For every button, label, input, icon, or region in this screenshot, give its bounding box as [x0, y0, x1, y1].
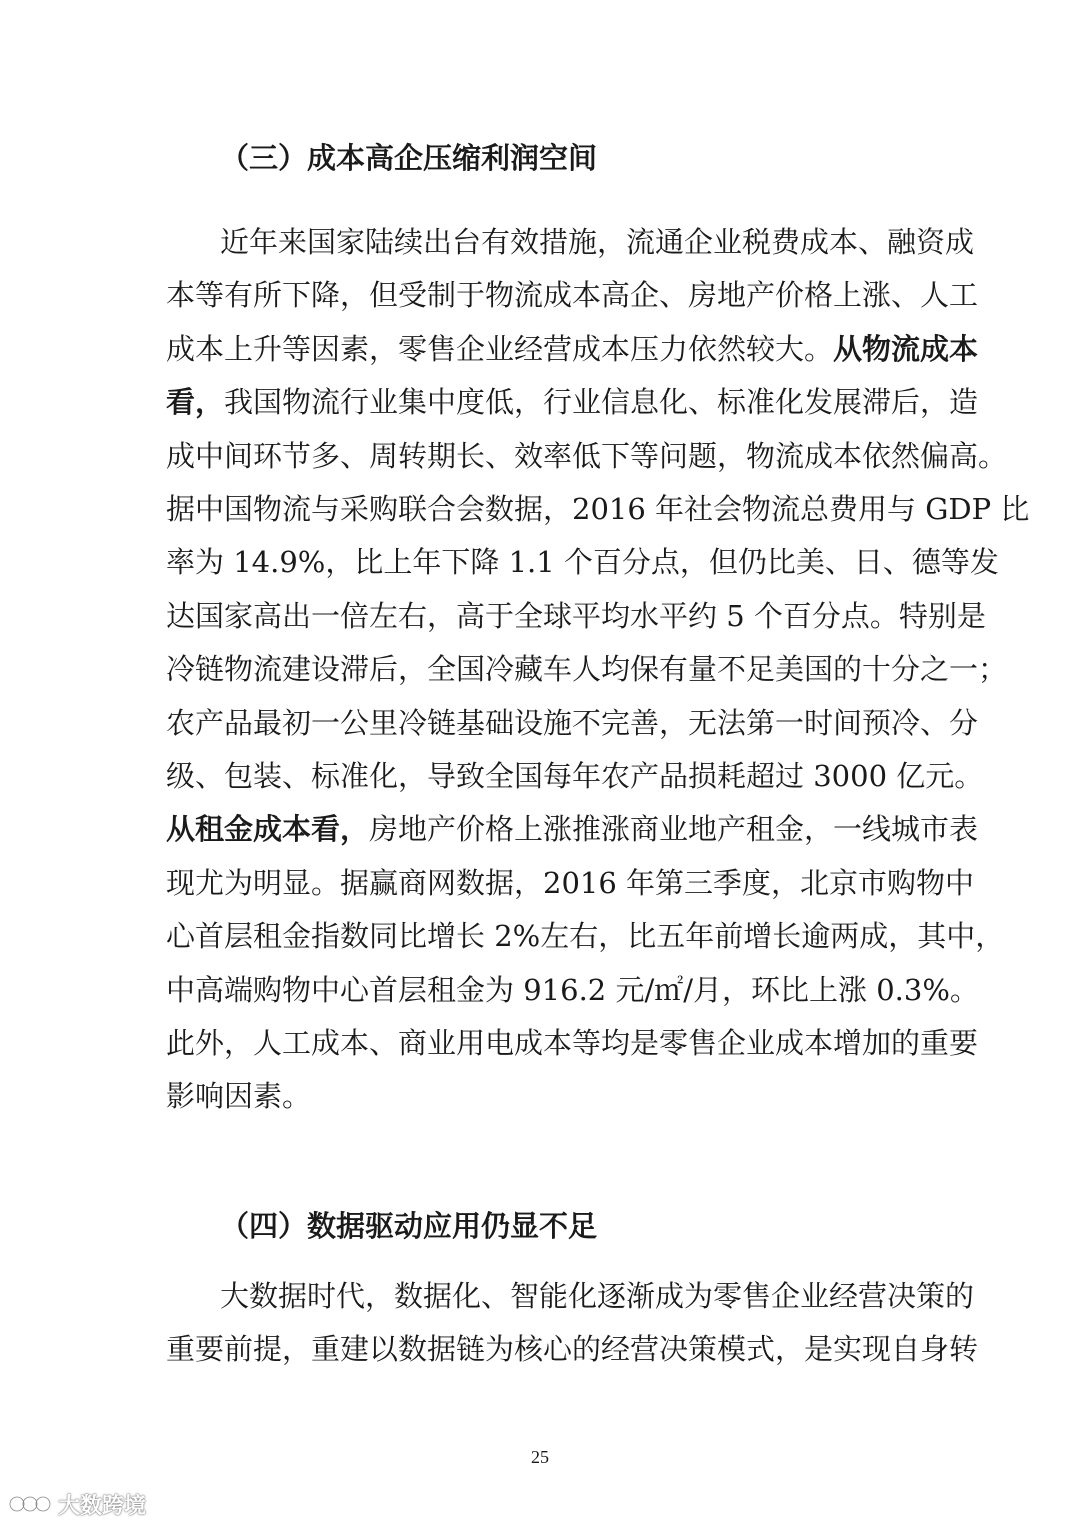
- line-text: 冷链物流建设滞后，全国冷藏车人均保有量不足美国的十分之一；: [166, 652, 1008, 687]
- paragraph-line: [166, 703, 979, 743]
- section-heading-3: （三）成本高企压缩利润空间: [220, 141, 598, 175]
- line-text: 级、包装、标准化，导致全国每年农产品损耗超过 3000 亿元。: [166, 759, 984, 793]
- bold-lead: 看，: [166, 385, 225, 420]
- paragraph-line: [166, 809, 979, 849]
- line-text: 影响因素。: [166, 1079, 312, 1114]
- paragraph-line: [166, 275, 979, 315]
- paragraph-line: [166, 489, 1030, 529]
- paragraph-line: [220, 222, 975, 262]
- paragraph-line: [166, 1329, 979, 1369]
- paragraph-line: [166, 542, 999, 582]
- line-text: 重要前提，重建以数据链为核心的经营决策模式，是实现自身转: [166, 1332, 979, 1367]
- paragraph-line: [220, 1276, 975, 1316]
- line-text: 本等有所下降，但受制于物流成本高企、房地产价格上涨、人工: [166, 278, 979, 313]
- watermark: [8, 1488, 146, 1520]
- line-text: 房地产价格上涨推涨商业地产租金，一线城市表: [369, 812, 979, 847]
- paragraph-line: [166, 382, 979, 422]
- line-text: 成本上升等因素，零售企业经营成本压力依然较大。: [166, 331, 834, 366]
- line-text: 中高端购物中心首层租金为 916.2 元/㎡/月，环比上涨 0.3%。: [166, 972, 979, 1007]
- line-text: 现尤为明显。据赢商网数据，2016 年第三季度，北京市购物中: [166, 865, 975, 900]
- line-text: 达国家高出一倍左右，高于全球平均水平约 5 个百分点。特别是: [166, 598, 986, 633]
- bold-lead: 从物流成本: [833, 331, 979, 366]
- bold-lead: 从租金成本看，: [166, 812, 370, 847]
- page-number: 25: [531, 1447, 549, 1467]
- line-text: 成中间环节多、周转期长、效率低下等问题，物流成本依然偏高。: [166, 438, 1008, 473]
- paragraph-line: [166, 756, 984, 796]
- paragraph-line: [166, 436, 1008, 476]
- paragraph-line: [166, 649, 1008, 689]
- watermark-logo-icon: [8, 1491, 52, 1517]
- line-text: 据中国物流与采购联合会数据，2016 年社会物流总费用与 GDP 比: [166, 492, 1030, 526]
- paragraph-line: [166, 1076, 916, 1116]
- paragraph-line: [166, 970, 979, 1010]
- section-heading-4: （四）数据驱动应用仍显不足: [220, 1209, 598, 1243]
- paragraph-line: [166, 329, 979, 369]
- watermark-text: 大数跨境: [58, 1493, 147, 1519]
- line-text: 心首层租金指数同比增长 2%左右，比五年前增长逾两成，其中，: [166, 919, 1005, 954]
- paragraph-line: [166, 916, 1005, 956]
- paragraph-line: [166, 863, 975, 903]
- line-text: 近年来国家陆续出台有效措施，流通企业税费成本、融资成: [220, 225, 975, 259]
- line-text: 农产品最初一公里冷链基础设施不完善，无法第一时间预冷、分: [166, 705, 979, 740]
- line-text: 率为 14.9%，比上年下降 1.1 个百分点，但仍比美、日、德等发: [166, 545, 999, 580]
- line-text: 我国物流行业集中度低，行业信息化、标准化发展滞后，造: [224, 385, 979, 420]
- paragraph-line: [166, 596, 986, 636]
- line-text: 此外，人工成本、商业用电成本等均是零售企业成本增加的重要: [166, 1026, 979, 1060]
- paragraph-line: [166, 1023, 979, 1063]
- line-text: 大数据时代，数据化、智能化逐渐成为零售企业经营决策的: [220, 1279, 975, 1313]
